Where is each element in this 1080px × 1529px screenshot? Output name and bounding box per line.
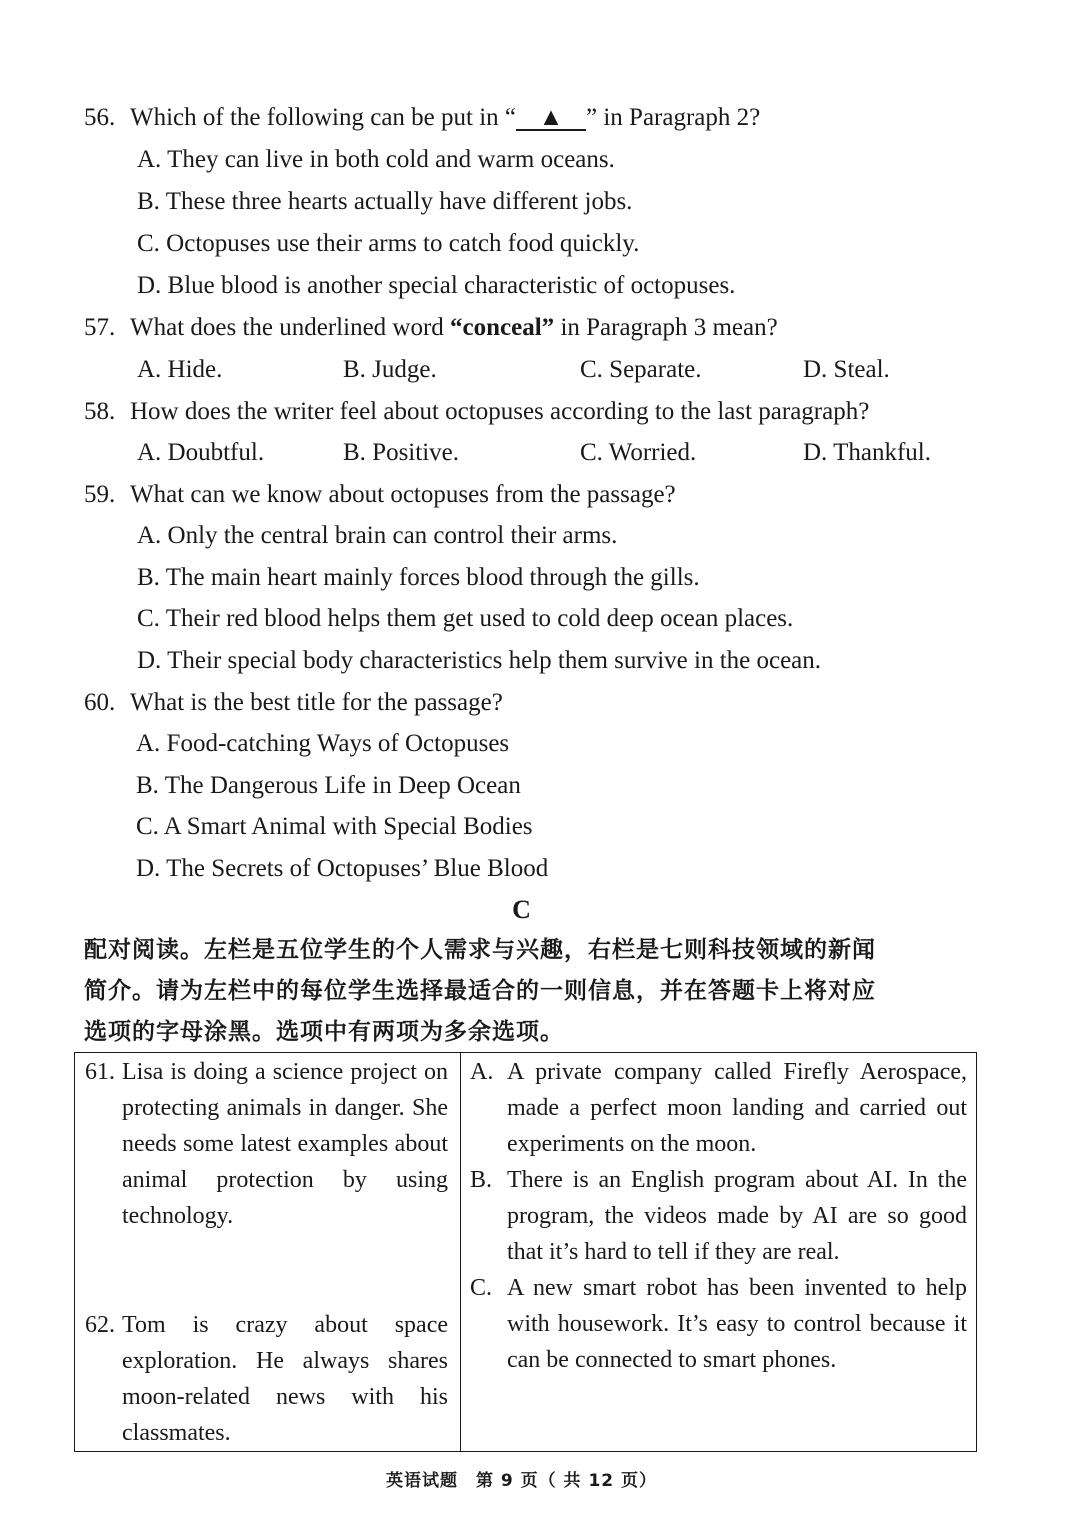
question-number: 60. (84, 689, 116, 716)
student-item (85, 1054, 448, 1234)
student-item (85, 1307, 448, 1451)
question-60-stem: 60. What is the best title for the passage? (84, 689, 503, 716)
question-number: 59. (84, 481, 116, 508)
option: D. Thankful. (803, 439, 931, 466)
option: B. The Dangerous Life in Deep Ocean (136, 772, 521, 799)
question-number: 58. (84, 398, 116, 425)
item-letter: A. (470, 1059, 494, 1085)
option: D. Their special body characteristics help them survive in the ocean. (137, 647, 822, 674)
item-number: 62. (85, 1312, 115, 1338)
news-item (470, 1162, 967, 1270)
news-item (470, 1054, 967, 1162)
triangle-icon: ▲ (538, 104, 564, 131)
item-text: Lisa is doing a science project on protecting animals in danger. She needs some latest examples about animal protection by using technology. (122, 1059, 448, 1229)
keyword: “conceal” (450, 314, 555, 341)
option: A. Doubtful. (137, 439, 265, 466)
column-divider (460, 1053, 461, 1451)
option: C. Octopuses use their arms to catch food quickly. (137, 230, 640, 257)
item-letter: C. (470, 1275, 493, 1301)
option: A. They can live in both cold and warm oceans. (137, 146, 615, 173)
news-item (470, 1270, 967, 1378)
question-number: 56. (84, 104, 116, 131)
option: C. A Smart Animal with Special Bodies (136, 813, 533, 840)
question-number: 57. (84, 314, 116, 341)
option: B. These three hearts actually have different jobs. (137, 188, 633, 215)
question-57-stem: 57. What does the underlined word “conceal” in Paragraph 3 mean? (84, 314, 778, 341)
question-56-stem: 56. Which of the following can be put in “ ▲ ” in Paragraph 2? (84, 104, 761, 131)
instruction-line: 简介。请为左栏中的每位学生选择最适合的一则信息，并在答题卡上将对应 (84, 978, 876, 1004)
option: D. Steal. (803, 356, 890, 383)
option: A. Only the central brain can control their arms. (137, 522, 618, 549)
item-text: There is an English program about AI. In the program, the videos made by AI are so good that it’s hard to tell if they are real. (507, 1167, 967, 1265)
section-heading: C (512, 895, 531, 924)
option: C. Separate. (580, 356, 702, 383)
item-text: A new smart robot has been invented to help with housework. It’s easy to control because it can be connected to smart phones. (507, 1275, 967, 1373)
option: B. Positive. (343, 439, 459, 466)
answer-blank (516, 104, 586, 131)
option: D. The Secrets of Octopuses’ Blue Blood (136, 855, 549, 882)
option: B. Judge. (343, 356, 437, 383)
option: C. Worried. (580, 439, 697, 466)
item-letter: B. (470, 1167, 493, 1193)
instruction-line: 选项的字母涂黑。选项中有两项为多余选项。 (84, 1019, 564, 1045)
question-58-stem: 58. How does the writer feel about octopuses according to the last paragraph? (84, 398, 870, 425)
instruction-line: 配对阅读。左栏是五位学生的个人需求与兴趣，右栏是七则科技领域的新闻 (84, 937, 876, 963)
question-59-stem: 59. What can we know about octopuses from the passage? (84, 481, 676, 508)
matching-table (74, 1052, 977, 1452)
item-text: Tom is crazy about space exploration. He always shares moon-related news with his classmates. (122, 1312, 448, 1446)
page-footer: 英语试题 第 9 页（ 共 12 页） (385, 1471, 658, 1491)
option: D. Blue blood is another special characteristic of octopuses. (137, 272, 736, 299)
option: A. Food-catching Ways of Octopuses (136, 730, 510, 757)
item-text: A private company called Firefly Aerospace, made a perfect moon landing and carried out experiments on the moon. (507, 1059, 967, 1157)
option: A. Hide. (137, 356, 223, 383)
item-number: 61. (85, 1059, 115, 1085)
option: C. Their red blood helps them get used to cold deep ocean places. (137, 605, 794, 632)
option: B. The main heart mainly forces blood through the gills. (137, 564, 700, 591)
